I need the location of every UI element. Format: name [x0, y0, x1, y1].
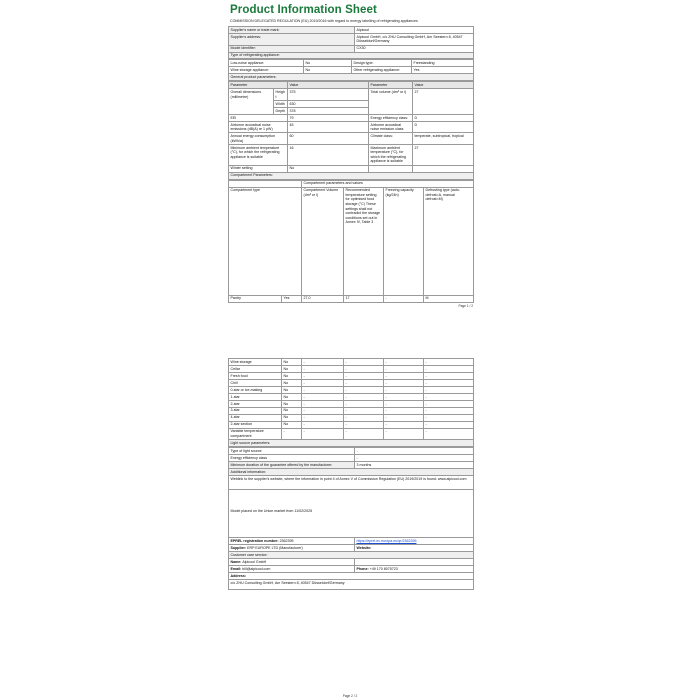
- compartment-row-label: Chill: [229, 379, 282, 386]
- table-row: [229, 74, 474, 81]
- compartment-row-label: 2-star section: [229, 421, 282, 428]
- min-ambient-temp-value: 16: [288, 144, 369, 165]
- table-row: [229, 295, 474, 302]
- defrosting-type-header: Defrosting type (auto-defrost=A, manual defrost=M): [424, 187, 474, 295]
- supplier-name-value: Alpicool: [355, 27, 474, 34]
- min-ambient-temp-label: Minimum ambient temperature (°C), for which the refrigerating appliance is suitable: [229, 144, 288, 165]
- table-row: [229, 165, 474, 172]
- weblink-cell: [229, 476, 474, 490]
- compartment-row-label: 0-star or ice-making: [229, 386, 282, 393]
- eprel-registration-value: 2362395: [279, 538, 294, 543]
- compartment-row-defrost: -: [424, 393, 474, 400]
- compartment-row-freeze: -: [384, 372, 424, 379]
- compartment-row-present: No: [282, 372, 302, 379]
- table-row: [229, 60, 474, 67]
- table-row: [229, 45, 474, 52]
- page-1-footer: Page 1 / 2: [458, 304, 473, 309]
- noise-class-value: D: [413, 121, 474, 133]
- compartment-row-present: No: [282, 386, 302, 393]
- compartment-row-volume: -: [302, 365, 344, 372]
- climate-class-label: Climate class:: [369, 133, 413, 145]
- light-type-value: -: [355, 448, 474, 455]
- noise-emissions-label: Airborne acoustical noise emissions (dB(A) re 1 pW): [229, 121, 288, 133]
- winter-setting-label: Winter setting: [229, 165, 288, 172]
- compartment-row-label: 4-star: [229, 414, 282, 421]
- compartment-pantry-present: Yes: [282, 295, 302, 302]
- overall-dimensions-label: Overall dimensions (millimetre): [229, 89, 274, 115]
- table-row: [229, 27, 474, 34]
- compartment-row-defrost: -: [424, 428, 474, 440]
- compartment-row-temp: -: [344, 428, 384, 440]
- compartment-row-volume: -: [302, 428, 344, 440]
- dimension-width-value: 630: [288, 100, 369, 107]
- total-volume-label: Total volume (dm³ or l): [369, 89, 413, 115]
- dimension-height-label: Height: [274, 89, 288, 101]
- phone-cell: [355, 565, 474, 572]
- compartment-row-defrost: -: [424, 400, 474, 407]
- table-row: [229, 462, 474, 469]
- freezing-capacity-header: Freezing capacity (kg/24h): [384, 187, 424, 295]
- compartment-pantry-freeze: -: [384, 295, 424, 302]
- light-source-table: [228, 447, 474, 590]
- compartment-row-defrost: -: [424, 372, 474, 379]
- table-row: [229, 559, 474, 566]
- table-row: [229, 552, 474, 559]
- compartment-row-label: 3-star: [229, 407, 282, 414]
- climate-class-value: temperate, subtropical, tropical: [413, 133, 474, 145]
- noise-class-label: Airborne acoustical noise emission class: [369, 121, 413, 133]
- supplier-address-label: Supplier's address:: [229, 33, 355, 45]
- supplier-name-label: Supplier's name or trade mark:: [229, 27, 355, 34]
- compartment-row-freeze: -: [384, 414, 424, 421]
- compartment-row-temp: -: [344, 359, 384, 366]
- eei-value: 79: [288, 114, 369, 121]
- table-row: [229, 386, 474, 393]
- empty-value: [413, 165, 474, 172]
- compartment-row-freeze: -: [384, 407, 424, 414]
- supplier-address-value: Alpicool GmbH, c/o ZHU Consulting GmbH, Am Seestern 8, 40547 Düsseldorf/Germany: [355, 33, 474, 45]
- compartment-row-present: No: [282, 421, 302, 428]
- product-information-sheet-page-1: [228, 0, 473, 308]
- design-type-label: Design type:: [352, 60, 412, 67]
- table-row: [229, 359, 474, 366]
- annual-energy-value: 60: [288, 133, 369, 145]
- table-row: [229, 33, 474, 45]
- compartment-row-freeze: -: [384, 400, 424, 407]
- table-row: [229, 448, 474, 455]
- compartment-row-present: No: [282, 379, 302, 386]
- compartment-row-label: Fresh food: [229, 372, 282, 379]
- table-row: [229, 455, 474, 462]
- table-row: [229, 414, 474, 421]
- compartment-pantry-temp: 17: [344, 295, 384, 302]
- supplier-value: ERP EUROPE LTD (Manufacturer): [247, 545, 303, 550]
- table-header-row: [229, 82, 474, 89]
- compartment-parameters-table: [228, 180, 474, 303]
- address-label: Address:: [230, 573, 247, 578]
- recommended-temperature-header: Recommended temperature setting for optimised food storage (°C) These settings shall not contradict the storage conditions set out in Annex IV, Table 3: [344, 187, 384, 295]
- dimension-width-label: Width: [274, 100, 288, 107]
- table-row: [229, 52, 474, 59]
- compartment-row-volume: -: [302, 421, 344, 428]
- supplier-label: Supplier:: [230, 545, 247, 550]
- compartment-row-defrost: -: [424, 407, 474, 414]
- noise-emissions-value: 45: [288, 121, 369, 133]
- compartment-row-present: No: [282, 407, 302, 414]
- table-row: [229, 440, 474, 447]
- compartment-row-present: No: [282, 365, 302, 372]
- website-cell: [355, 545, 474, 552]
- guarantee-label: Minimum duration of the guarantee offered by the manufacturer:: [229, 462, 355, 469]
- max-ambient-temp-label: Maximum ambient temperature (°C), for which the refrigerating appliance is suitable: [369, 144, 413, 165]
- col-value-2: Value: [413, 82, 474, 89]
- col-parameter-1: Parameter: [229, 82, 288, 89]
- compartment-row-label: Cellar: [229, 365, 282, 372]
- compartment-row-present: No: [282, 414, 302, 421]
- compartment-row-volume: -: [302, 386, 344, 393]
- empty-parameter: [369, 165, 413, 172]
- customer-care-header: Customer care service:: [229, 552, 474, 559]
- annual-energy-label: Annual energy consumption (kWh/a): [229, 133, 288, 145]
- eprel-link[interactable]: https://eprel.ec.europa.eu/qr/2362395: [356, 538, 417, 543]
- compartment-row-label: 2-star: [229, 400, 282, 407]
- compartment-row-freeze: -: [384, 365, 424, 372]
- table-row: [229, 121, 474, 133]
- compartment-row-defrost: -: [424, 359, 474, 366]
- compartment-row-temp: -: [344, 407, 384, 414]
- table-row: [229, 490, 474, 538]
- compartment-row-volume: -: [302, 379, 344, 386]
- eprel-registration-cell: [229, 538, 355, 545]
- table-row: [229, 469, 474, 476]
- email-value[interactable]: bill@alpicool.com: [242, 566, 271, 571]
- table-header-row: [229, 187, 474, 295]
- light-type-label: Type of light source: [229, 448, 355, 455]
- table-row: [229, 144, 474, 165]
- compartment-row-freeze: -: [384, 386, 424, 393]
- compartment-row-volume: -: [302, 393, 344, 400]
- energy-efficiency-class-label: Energy efficiency class:: [369, 114, 413, 121]
- compartment-row-present: No: [282, 400, 302, 407]
- phone-label: Phone:: [356, 566, 369, 571]
- compartment-row-label: 1-star: [229, 393, 282, 400]
- compartment-row-volume: -: [302, 407, 344, 414]
- email-label: Email:: [230, 566, 242, 571]
- appliance-type-header: Type of refrigerating appliance:: [229, 52, 474, 59]
- compartment-row-present: No: [282, 359, 302, 366]
- general-parameters-table: [228, 81, 474, 179]
- weblink-text: Weblink to the supplier's website, where the information in point 4 of Annex V of Commission Regulation (EU) 2019/2019 is found:: [230, 476, 437, 481]
- table-row: [229, 538, 474, 545]
- compartment-row-volume: -: [302, 372, 344, 379]
- table-row: [229, 565, 474, 572]
- compartment-row-volume: -: [302, 414, 344, 421]
- compartment-parameters-table-continued: [228, 358, 474, 447]
- page-2-footer: Page 2 / 2: [342, 694, 358, 698]
- table-row: [229, 172, 474, 179]
- compartment-row-defrost: -: [424, 365, 474, 372]
- light-class-label: Energy efficiency class: [229, 455, 355, 462]
- table-row: [229, 114, 474, 121]
- table-row: [229, 379, 474, 386]
- light-class-value: -: [355, 455, 474, 462]
- table-row: [229, 428, 474, 440]
- compartment-row-present: No: [282, 393, 302, 400]
- model-identifier-label: Model identifier:: [229, 45, 355, 52]
- model-identifier-value: CX30: [355, 45, 474, 52]
- other-appliance-label: Other refrigerating appliance:: [352, 67, 412, 74]
- energy-efficiency-class-value: D: [413, 114, 474, 121]
- guarantee-value: 3 months: [355, 462, 474, 469]
- col-value-1: Value: [288, 82, 369, 89]
- compartment-row-defrost: -: [424, 379, 474, 386]
- winter-setting-value: No: [288, 165, 369, 172]
- table-row: [229, 572, 474, 579]
- weblink-url[interactable]: www.alpicool.com: [437, 476, 467, 481]
- appliance-type-table: [228, 59, 474, 81]
- eprel-registration-label: EPREL registration number:: [230, 538, 279, 543]
- name-cell: [229, 559, 355, 566]
- total-volume-value: 27: [413, 89, 474, 115]
- compartment-pantry-label: Pantry: [229, 295, 282, 302]
- table-row: [229, 476, 474, 490]
- compartment-row-temp: -: [344, 421, 384, 428]
- market-and-qr-cell: [229, 490, 474, 538]
- design-type-value: Freestanding: [412, 60, 474, 67]
- compartment-row-freeze: -: [384, 393, 424, 400]
- table-row: [229, 407, 474, 414]
- compartment-pantry-defrost: M: [424, 295, 474, 302]
- table-row: [229, 579, 474, 589]
- compartment-pantry-volume: 27,0: [302, 295, 344, 302]
- email-cell: [229, 565, 355, 572]
- compartment-row-volume: -: [302, 359, 344, 366]
- table-row: [229, 67, 474, 74]
- table-row: [229, 421, 474, 428]
- page-title: Product Information Sheet: [230, 4, 377, 16]
- table-row: [229, 133, 474, 145]
- compartment-row-temp: -: [344, 379, 384, 386]
- general-parameters-header: General product parameters:: [229, 74, 474, 81]
- compartment-parameters-header: Compartment Parameters:: [229, 172, 474, 179]
- product-information-sheet-page-2: [228, 358, 473, 590]
- other-appliance-value: Yes: [412, 67, 474, 74]
- address-label-cell: [229, 572, 474, 579]
- compartment-row-present: -: [282, 428, 302, 440]
- market-placement-label: Model placed on the Union market from 11/02/2025: [230, 508, 313, 513]
- address-value-cell: c/o ZHU Consulting GmbH, Am Seestern 8, 40547 Düsseldorf/Germany: [229, 579, 474, 589]
- low-noise-value: No: [304, 60, 352, 67]
- eprel-link-cell[interactable]: [355, 538, 474, 545]
- table-row: [229, 365, 474, 372]
- compartment-row-defrost: -: [424, 386, 474, 393]
- table-row: [229, 400, 474, 407]
- compartment-row-freeze: -: [384, 421, 424, 428]
- empty-cell: [355, 559, 474, 566]
- compartment-row-freeze: -: [384, 379, 424, 386]
- table-row: [229, 372, 474, 379]
- dimension-depth-label: Depth: [274, 107, 288, 114]
- compartment-row-defrost: -: [424, 414, 474, 421]
- eei-label: EEI: [229, 114, 288, 121]
- compartment-type-header: Compartment type: [229, 187, 302, 295]
- low-noise-label: Low-noise appliance:: [229, 60, 304, 67]
- supplier-cell: [229, 545, 355, 552]
- regulation-subtitle: COMMISSION DELEGATED REGULATION (EU) 2019/2016 with regard to energy labelling of refrigerating appliances: [230, 19, 418, 23]
- table-row: [229, 545, 474, 552]
- compartment-volume-header: Compartment Volume (dm³ or l): [302, 187, 344, 295]
- light-source-parameters-header: Light source parameters:: [229, 440, 474, 447]
- compartment-row-temp: -: [344, 414, 384, 421]
- compartment-row-temp: -: [344, 372, 384, 379]
- compartment-row-temp: -: [344, 386, 384, 393]
- dimension-height-value: 375: [288, 89, 369, 101]
- compartment-row-defrost: -: [424, 421, 474, 428]
- table-row: [229, 89, 474, 101]
- compartment-table-title: Compartment parameters and values: [302, 180, 474, 187]
- name-value: Alpicool GmbH: [242, 559, 267, 564]
- compartment-row-freeze: -: [384, 359, 424, 366]
- col-parameter-2: Parameter: [369, 82, 413, 89]
- phone-value: +49 170 8075723: [369, 566, 398, 571]
- compartment-row-label: Wine storage: [229, 359, 282, 366]
- supplier-table: [228, 26, 474, 59]
- compartment-row-label: Variable temperature compartment: [229, 428, 282, 440]
- compartment-row-temp: -: [344, 393, 384, 400]
- compartment-row-freeze: -: [384, 428, 424, 440]
- compartment-row-temp: -: [344, 400, 384, 407]
- name-label: Name:: [230, 559, 242, 564]
- compartment-row-temp: -: [344, 365, 384, 372]
- additional-information-header: Additional information:: [229, 469, 474, 476]
- website-label: Website:: [356, 545, 372, 550]
- wine-storage-value: No: [304, 67, 352, 74]
- table-row: [229, 393, 474, 400]
- dimension-depth-value: 378: [288, 107, 369, 114]
- table-header-row: [229, 180, 474, 187]
- max-ambient-temp-value: 27: [413, 144, 474, 165]
- wine-storage-label: Wine storage appliance:: [229, 67, 304, 74]
- compartment-row-volume: -: [302, 400, 344, 407]
